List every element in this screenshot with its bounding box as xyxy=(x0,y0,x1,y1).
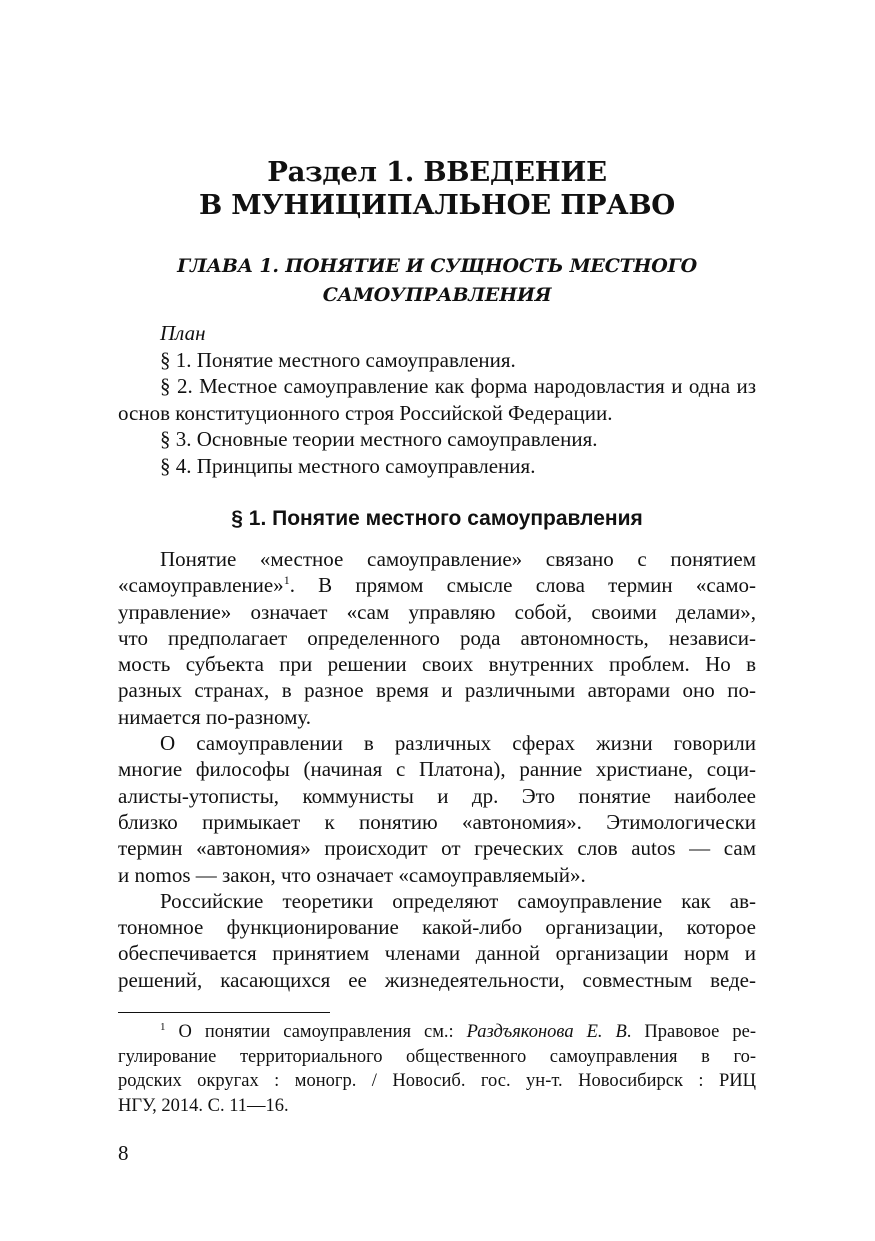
book-page xyxy=(118,0,756,1241)
part-title-line-1: Раздел 1. ВВЕДЕНИЕ xyxy=(267,156,607,188)
footnote-line: родских округах : моногр. / Новосиб. гос. ун-т. Новосибирск : РИЦ xyxy=(118,1071,756,1091)
text-line: О самоуправлении в различных сферах жизни говорили xyxy=(160,731,756,756)
footnote-line: гулирование территориального общественного самоуправления в го- xyxy=(118,1046,756,1067)
text-line: разных странах, в разное время и различными авторами оно по- xyxy=(118,678,756,703)
text-fragment: . В прямом смысле слова термин «само- xyxy=(289,573,756,598)
text-line: управление» означает «сам управляю собой, своими делами», xyxy=(118,599,756,624)
chapter-title-line-1: ГЛАВА 1. ПОНЯТИЕ И СУЩНОСТЬ МЕСТНОГО xyxy=(177,255,697,277)
plan-item: § 3. Основные теории местного самоуправления. xyxy=(160,427,598,451)
text-line: многие философы (начиная с Платона), ранние христиане, соци- xyxy=(118,757,756,782)
chapter-title xyxy=(118,252,756,310)
body-text xyxy=(118,546,756,993)
part-title xyxy=(118,156,756,222)
footnote-prefix: О понятии самоуправления см.: xyxy=(165,1022,467,1042)
text-line xyxy=(118,572,756,598)
text-line: решений, касающихся ее жизнедеятельности, совместным веде- xyxy=(118,967,756,992)
text-line: близко примыкает к понятию «автономия». Этимологически xyxy=(118,809,756,834)
page-number: 8 xyxy=(118,1141,129,1165)
text-line: тономное функционирование какой-либо организации, которое xyxy=(118,915,756,940)
text-line: Понятие «местное самоуправление» связано с понятием xyxy=(160,547,756,571)
text-line: мость субъекта при решении своих внутренних проблем. Но в xyxy=(118,652,756,677)
footnote-marker: 1 xyxy=(160,1021,166,1033)
chapter-plan xyxy=(118,320,756,479)
footnote xyxy=(118,1020,756,1118)
part-title-line-2: В МУНИЦИПАЛЬНОЕ ПРАВО xyxy=(199,189,675,221)
footnote-reference: 1 xyxy=(283,573,290,588)
plan-item: § 2. Местное самоуправление как форма народовластия и одна из основ конституционного строя Российской Федерации. xyxy=(118,374,756,425)
footnote-author: Раздъяконова Е. В xyxy=(466,1022,627,1042)
text-line: и nomos — закон, что означает «самоуправляемый». xyxy=(118,862,586,887)
footnote-line: НГУ, 2014. С. 11—16. xyxy=(118,1095,289,1116)
footnote-line xyxy=(118,1020,756,1045)
footnote-text: . Правовое ре- xyxy=(626,1022,756,1042)
section-heading: § 1. Понятие местного самоуправления xyxy=(231,507,643,530)
text-line: Российские теоретики определяют самоуправление как ав- xyxy=(160,888,756,913)
footnote-divider xyxy=(118,1012,330,1013)
text-line: нимается по-разному. xyxy=(118,704,312,729)
text-line: термин «автономия» происходит от греческих слов autos — сам xyxy=(118,836,756,861)
text-line: обеспечивается принятием членами данной организации норм и xyxy=(118,941,756,966)
text-line: что предполагает определенного рода автономность, независи- xyxy=(118,625,756,650)
plan-item: § 1. Понятие местного самоуправления. xyxy=(160,347,516,372)
text-line: алисты-утописты, коммунисты и др. Это понятие наиболее xyxy=(118,783,756,808)
chapter-title-line-2: САМОУПРАВЛЕНИЯ xyxy=(322,284,552,306)
plan-label: План xyxy=(160,321,206,345)
text-fragment: «самоуправление» xyxy=(118,573,284,598)
plan-item: § 4. Принципы местного самоуправления. xyxy=(160,453,536,478)
